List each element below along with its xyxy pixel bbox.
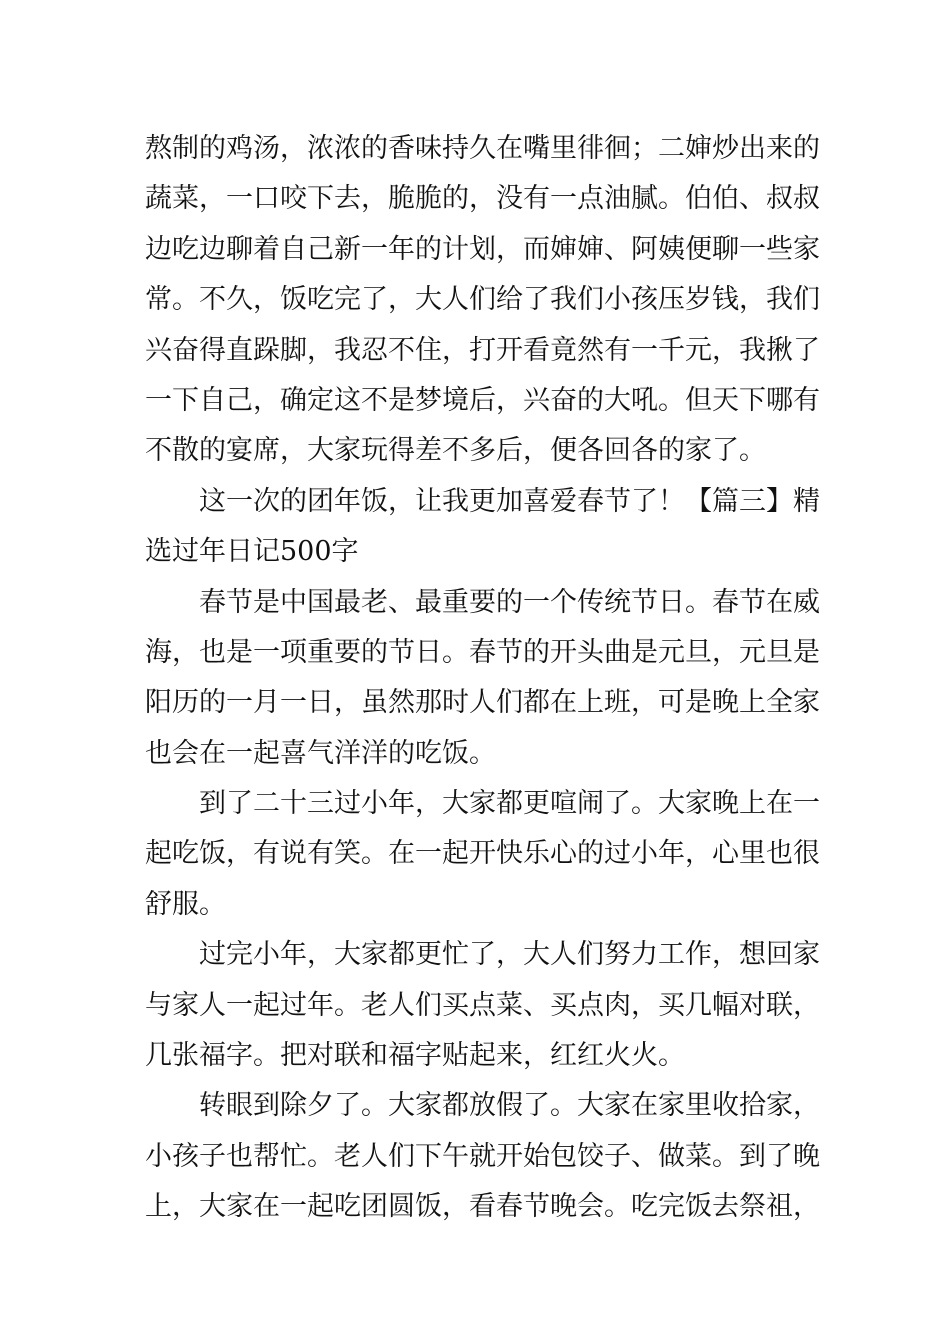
text-line: 常。不久，饭吃完了，大人们给了我们小孩压岁钱，我们	[145, 284, 820, 316]
text-line: 边吃边聊着自己新一年的计划，而婶婶、阿姨便聊一些家	[145, 233, 820, 265]
text-line: 与家人一起过年。老人们买点菜、买点肉，买几幅对联，	[145, 989, 820, 1021]
text-line: 几张福字。把对联和福字贴起来，红红火火。	[145, 1040, 685, 1072]
text-line: 不散的宴席，大家玩得差不多后，便各回各的家了。	[145, 435, 766, 467]
text-line: 选过年日记500字	[145, 536, 359, 568]
text-line: 也会在一起喜气洋洋的吃饭。	[145, 737, 496, 769]
document-body	[145, 124, 820, 1233]
text-line: 转眼到除夕了。大家都放假了。大家在家里收拾家，	[145, 1090, 820, 1122]
text-line: 熬制的鸡汤，浓浓的香味持久在嘴里徘徊；二婶炒出来的	[145, 133, 820, 164]
text-line: 蔬菜，一口咬下去，脆脆的，没有一点油腻。伯伯、叔叔	[145, 183, 820, 215]
text-line: 阳历的一月一日，虽然那时人们都在上班，可是晚上全家	[145, 687, 820, 719]
text-line: 上，大家在一起吃团圆饭，看春节晚会。吃完饭去祭祖，	[145, 1191, 820, 1223]
text-line: 起吃饭，有说有笑。在一起开快乐心的过小年，心里也很	[145, 838, 820, 870]
text-line: 小孩子也帮忙。老人们下午就开始包饺子、做菜。到了晚	[145, 1140, 820, 1172]
text-line: 春节是中国最老、最重要的一个传统节日。春节在威	[145, 586, 820, 618]
text-line: 海，也是一项重要的节日。春节的开头曲是元旦，元旦是	[145, 636, 820, 668]
text-line: 到了二十三过小年，大家都更喧闹了。大家晚上在一	[145, 788, 820, 820]
text-line: 一下自己，确定这不是梦境后，兴奋的大吼。但天下哪有	[145, 384, 820, 416]
text-line: 兴奋得直跺脚，我忍不住，打开看竟然有一千元，我揪了	[145, 334, 820, 366]
text-line: 过完小年，大家都更忙了，大人们努力工作，想回家	[145, 939, 820, 971]
text-line: 这一次的团年饭，让我更加喜爱春节了！【篇三】精	[145, 485, 820, 517]
text-line: 舒服。	[145, 888, 226, 920]
